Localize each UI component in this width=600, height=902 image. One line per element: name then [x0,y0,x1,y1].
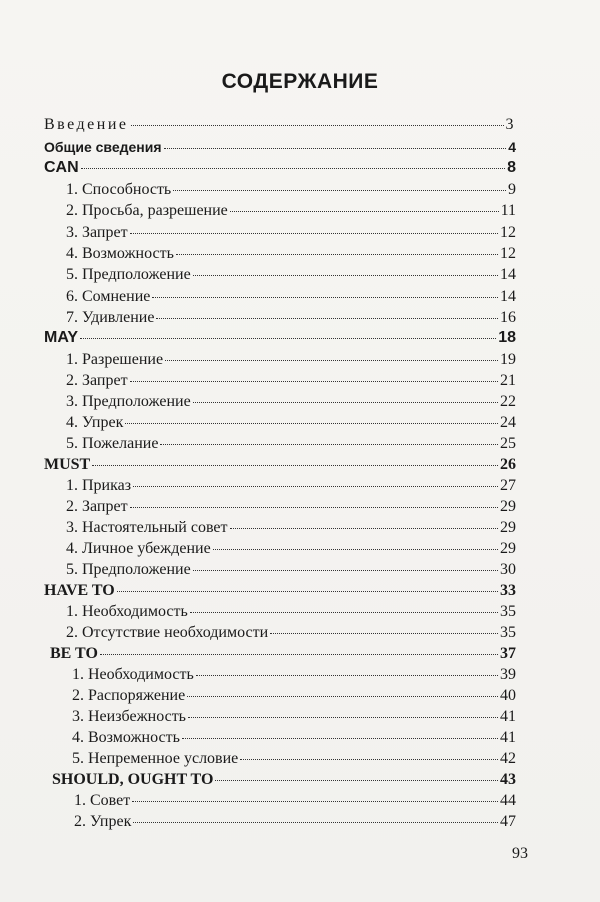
entry-label: 3. Настоятельный совет [66,519,228,536]
entry-page: 37 [500,645,516,662]
entry-label: Введение [44,116,129,133]
dot-leader [173,176,506,191]
entry-label: 7. Удивление [66,309,155,326]
entry-page: 43 [500,771,516,788]
toc-entry [74,811,516,833]
entry-label: 4. Возможность [72,729,180,746]
entry-label: 1. Необходимость [66,603,188,620]
entry-label: CAN [44,159,79,176]
dot-leader [152,283,498,298]
dot-leader [213,535,498,550]
dot-leader [190,598,498,613]
entry-page: 24 [500,414,516,431]
entry-label: 1. Совет [74,792,131,809]
entry-page: 4 [508,139,516,155]
dot-leader [133,808,498,823]
entry-page: 12 [500,224,516,241]
page-number: 93 [512,845,528,862]
dot-leader [196,661,498,676]
entry-page: 35 [500,624,516,641]
dot-leader [188,703,498,718]
entry-page: 29 [500,540,516,557]
dot-leader [156,304,498,319]
dot-leader [130,493,498,508]
entry-page: 9 [508,181,516,198]
entry-page: 25 [500,435,516,452]
dot-leader [100,640,498,655]
dot-leader [131,111,504,126]
entry-page: 47 [500,813,516,830]
entry-page: 33 [500,582,516,599]
entry-label: 3. Неизбежность [72,708,186,725]
entry-label: 2. Упрек [74,813,132,830]
entry-label: 3. Запрет [66,224,128,241]
entry-page: 40 [500,687,516,704]
entry-page: 39 [500,666,516,683]
dot-leader [92,451,498,466]
entry-label: SHOULD, OUGHT TO [52,771,214,788]
entry-label: 5. Предположение [66,266,191,283]
dot-leader [215,766,498,781]
entry-page: 8 [507,159,516,176]
entry-label: 2. Просьба, разрешение [66,202,228,219]
entry-page: 18 [498,329,516,346]
dot-leader [117,577,498,592]
dot-leader [270,619,498,634]
entry-page: 16 [500,309,516,326]
entry-page: 41 [500,708,516,725]
entry-page: 19 [500,351,516,368]
dot-leader [81,154,505,169]
entry-label: BE TO [50,645,98,662]
entry-page: 21 [500,372,516,389]
dot-leader [240,745,498,760]
dot-leader [230,514,499,529]
entry-page: 14 [500,266,516,283]
dot-leader [187,682,498,697]
entry-label: 4. Возможность [66,245,174,262]
entry-label: 3. Предположение [66,393,191,410]
dot-leader [130,367,498,382]
entry-page: 41 [500,729,516,746]
page-title: СОДЕРЖАНИЕ [221,70,379,93]
toc-entry-introduction [44,114,516,136]
dot-leader [165,346,498,361]
entry-label: 2. Распоряжение [72,687,186,704]
entry-label: 6. Сомнение [66,288,151,305]
entry-label: 4. Упрек [66,414,124,431]
entry-label: 1. Приказ [66,477,132,494]
entry-label: 4. Личное убеждение [66,540,211,557]
entry-page: 12 [500,245,516,262]
entry-page: 26 [500,456,516,473]
entry-page: 14 [500,288,516,305]
entry-label: 5. Пожелание [66,435,159,452]
entry-label: 2. Отсутствие необходимости [66,624,269,641]
entry-page: 3 [505,116,516,133]
entry-page: 30 [500,561,516,578]
entry-label: 5. Предположение [66,561,191,578]
dot-leader [176,240,498,255]
entry-label: 5. Непременное условие [72,750,239,767]
entry-label: 1. Разрешение [66,351,164,368]
dot-leader [80,324,496,339]
dot-leader [193,556,498,571]
dot-leader [193,388,498,403]
entry-page: 27 [500,477,516,494]
entry-page: 42 [500,750,516,767]
dot-leader [193,261,498,276]
entry-page: 35 [500,603,516,620]
entry-label: 1. Необходимость [72,666,194,683]
dot-leader [130,219,498,234]
entry-label: MUST [44,456,91,473]
dot-leader [160,430,498,445]
dot-leader [125,409,498,424]
entry-label: Общие сведения [44,139,162,155]
entry-page: 29 [500,498,516,515]
entry-page: 29 [500,519,516,536]
entry-label: 2. Запрет [66,498,128,515]
entry-page: 22 [500,393,516,410]
entry-label: HAVE TO [44,582,115,599]
dot-leader [182,724,498,739]
dot-leader [230,197,499,212]
dot-leader [133,472,498,487]
dot-leader [132,787,498,802]
entry-page: 11 [500,202,516,219]
entry-label: MAY [44,329,79,346]
dot-leader [164,134,507,149]
entry-page: 44 [500,792,516,809]
entry-label: 1. Способность [66,181,172,198]
entry-label: 2. Запрет [66,372,128,389]
